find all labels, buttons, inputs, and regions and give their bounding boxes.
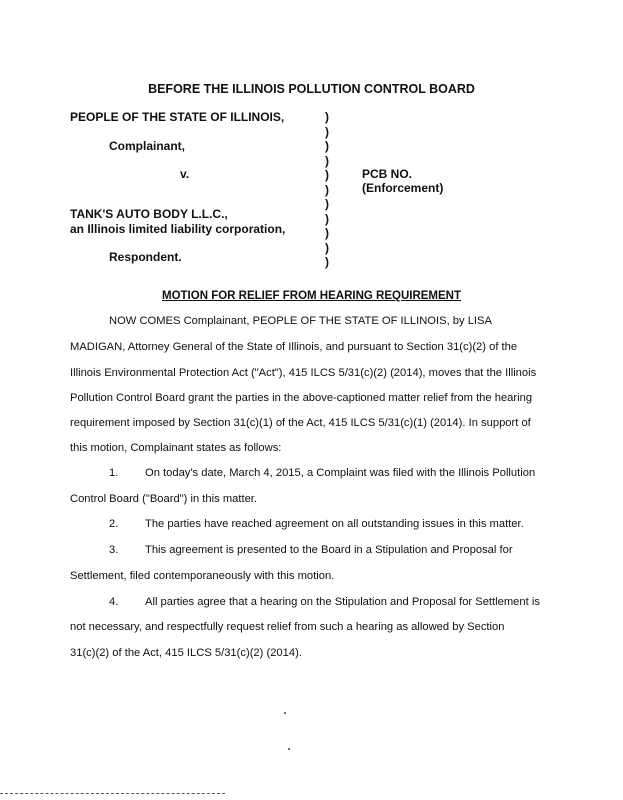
intro-line: this motion, Complainant states as follows: — [70, 442, 282, 454]
caption-paren: ) — [325, 124, 329, 139]
item-number: 4. — [109, 596, 119, 608]
intro-line: Illinois Environmental Protection Act ("Act"), 415 ILCS 5/31(c)(2) (2014), moves that the Illinois — [70, 367, 537, 379]
caption-paren: ) — [325, 153, 329, 168]
caption-paren: ) — [325, 139, 329, 153]
item-text: All parties agree that a hearing on the Stipulation and Proposal for Settlement is — [145, 596, 540, 608]
versus: v. — [180, 167, 190, 181]
plaintiff-role: Complainant, — [109, 139, 186, 153]
defendant-description: an Illinois limited liability corporation, — [70, 222, 286, 236]
item-number: 3. — [109, 544, 119, 556]
court-title: BEFORE THE ILLINOIS POLLUTION CONTROL BOARD — [148, 82, 475, 96]
caption-paren: ) — [325, 168, 329, 182]
defendant-name: TANK'S AUTO BODY L.L.C., — [70, 207, 228, 221]
caption-paren: ) — [325, 255, 329, 269]
caption-paren: ) — [325, 197, 329, 211]
caption-divider — [325, 110, 329, 270]
item-number: 2. — [109, 518, 119, 530]
item-text: Control Board ("Board") in this matter. — [70, 493, 258, 505]
item-text: This agreement is presented to the Board in a Stipulation and Proposal for — [145, 544, 513, 556]
item-text: Settlement, filed contemporaneously with this motion. — [70, 570, 335, 582]
item-text: 31(c)(2) of the Act, 415 ILCS 5/31(c)(2) (2014). — [70, 647, 302, 659]
caption-paren: ) — [325, 211, 329, 226]
item-text: On today's date, March 4, 2015, a Complaint was filed with the Illinois Pollution — [145, 467, 536, 479]
intro-line: NOW COMES Complainant, PEOPLE OF THE STATE OF ILLINOIS, by LISA — [109, 315, 492, 327]
case-number-label: PCB NO. — [362, 167, 413, 181]
caption-paren: ) — [325, 110, 329, 124]
caption-paren: ) — [325, 226, 329, 240]
caption-paren: ) — [325, 240, 329, 255]
item-number: 1. — [109, 467, 119, 479]
scan-speck — [284, 712, 286, 714]
caption-paren: ) — [325, 182, 329, 197]
scan-edge-artifact — [0, 793, 225, 795]
plaintiff-name: PEOPLE OF THE STATE OF ILLINOIS, — [70, 110, 285, 124]
motion-heading: MOTION FOR RELIEF FROM HEARING REQUIREMENT — [162, 290, 461, 302]
intro-line: MADIGAN, Attorney General of the State of Illinois, and pursuant to Section 31(c)(2) of the — [70, 341, 518, 353]
defendant-role: Respondent. — [109, 250, 182, 264]
case-type: (Enforcement) — [362, 181, 444, 195]
item-text: The parties have reached agreement on all outstanding issues in this matter. — [145, 518, 524, 530]
intro-line: requirement imposed by Section 31(c)(1) of the Act, 415 ILCS 5/31(c)(1) (2014). In support of — [70, 417, 531, 429]
intro-line: Pollution Control Board grant the parties in the above-captioned matter relief from the hearing — [70, 392, 533, 404]
item-text: not necessary, and respectfully request relief from such a hearing as allowed by Section — [70, 621, 505, 633]
scan-speck — [288, 748, 290, 750]
